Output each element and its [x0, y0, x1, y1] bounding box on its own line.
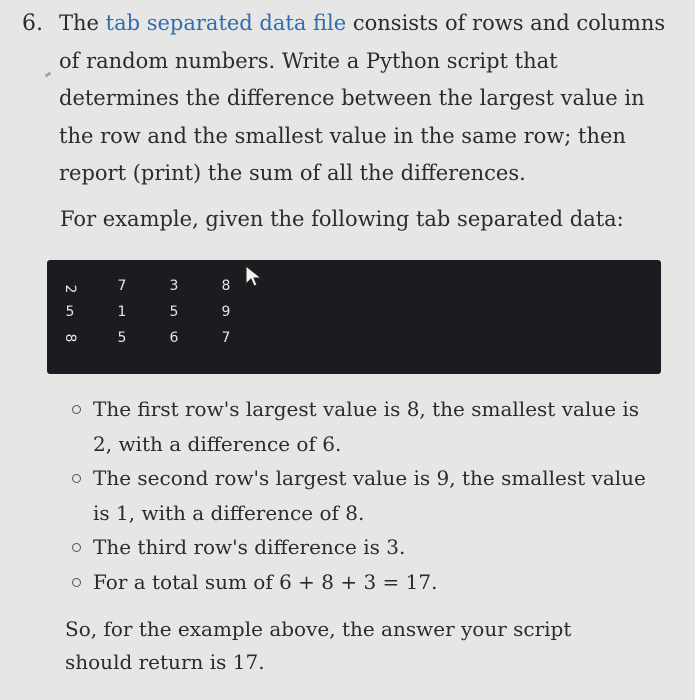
bullet-icon — [72, 578, 81, 587]
question-line-3: determines the difference between the largest value in — [59, 86, 645, 110]
question-number: 6. — [22, 11, 43, 36]
table-cell: 3 — [169, 278, 179, 294]
example-intro: For example, given the following tab separated data: — [60, 207, 624, 231]
table-cell: 7 — [221, 330, 231, 346]
bullet-icon — [72, 543, 81, 552]
list-item: The first row's largest value is 8, the smallest value is 2, with a difference of 6. — [68, 392, 668, 461]
data-code-block — [47, 260, 661, 374]
question-line-4: the row and the smallest value in the same row; then — [59, 123, 626, 148]
stray-mark — [45, 72, 52, 78]
table-cell: 8 — [62, 333, 78, 343]
table-cell: 9 — [221, 304, 231, 320]
list-item: The second row's largest value is 9, the smallest value is 1, with a difference of 8. — [68, 461, 668, 530]
table-cell: 5 — [169, 304, 179, 320]
table-cell: 7 — [117, 278, 127, 294]
question-line-5: report (print) the sum of all the differences. — [59, 161, 526, 185]
question-line-1: The tab separated data file consists of rows and columns — [59, 11, 666, 35]
table-cell: 1 — [117, 304, 127, 320]
table-cell: 6 — [169, 330, 179, 346]
closing-text: So, for the example above, the answer your script should return is 17. — [65, 617, 572, 674]
table-cell: 5 — [117, 330, 127, 346]
explanation-list — [68, 392, 668, 599]
mouse-pointer-icon — [244, 264, 264, 288]
question-text — [59, 5, 679, 193]
table-cell: 5 — [65, 304, 75, 320]
bullet-icon — [72, 405, 81, 414]
list-item: For a total sum of 6 + 8 + 3 = 17. — [68, 565, 668, 600]
question-line-2: of random numbers. Write a Python script that — [59, 48, 558, 73]
table-cell: 2 — [62, 284, 78, 294]
table-cell: 8 — [221, 278, 231, 294]
bullet-icon — [72, 474, 81, 483]
list-item: The third row's difference is 3. — [68, 530, 668, 565]
tab-separated-file-link[interactable]: tab separated data file — [105, 11, 347, 35]
